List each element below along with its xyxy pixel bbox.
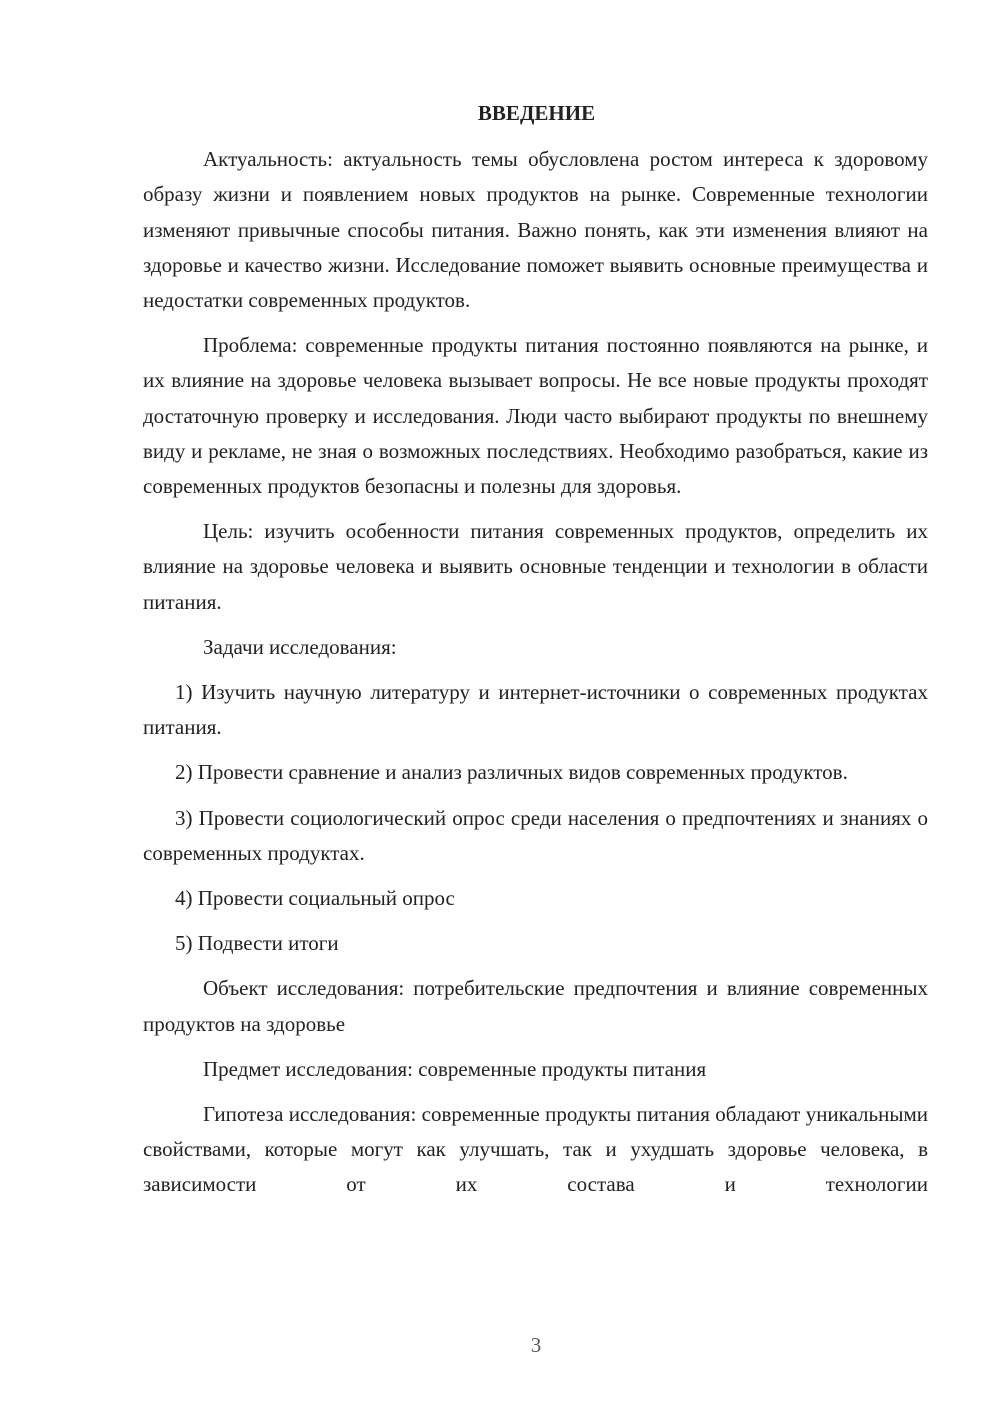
paragraph-relevance: Актуальность: актуальность темы обусловлена ростом интереса к здоровому образу жизни и появлением новых продуктов на рынке. Современные технологии изменяют привычные способы питания. Важно понять, как эти изменения влияют на здоровье и качество жизни. Исследование поможет выявить основные преимущества и недостатки современных продуктов. (143, 147, 928, 313)
document-title: ВВЕДЕНИЕ (477, 101, 596, 125)
task-item-1: 1) Изучить научную литературу и интернет-источники о современных продуктах питания. (143, 680, 928, 740)
task-item-5: 5) Подвести итоги (175, 931, 339, 956)
task-item-4: 4) Провести социальный опрос (175, 886, 455, 911)
paragraph-hypothesis: Гипотеза исследования: современные продукты питания обладают уникальными свойствами, которые могут как улучшать, так и ухудшать здоровье человека, в зависимости от их состава и технологии (143, 1102, 928, 1197)
paragraph-object: Объект исследования: потребительские предпочтения и влияние современных продуктов на здоровье (143, 976, 928, 1036)
paragraph-goal: Цель: изучить особенности питания современных продуктов, определить их влияние на здоровье человека и выявить основные тенденции и технологии в области питания. (143, 519, 928, 614)
page-number: 3 (530, 1333, 542, 1357)
paragraph-tasks-heading: Задачи исследования: (203, 634, 397, 659)
paragraph-subject: Предмет исследования: современные продукты питания (203, 1056, 707, 1081)
document-page (143, 96, 928, 1213)
task-item-3: 3) Провести социологический опрос среди населения о предпочтениях и знаниях о современных продуктах. (143, 805, 928, 865)
paragraph-problem: Проблема: современные продукты питания постоянно появляются на рынке, и их влияние на здоровье человека вызывает вопросы. Не все новые продукты проходят достаточную проверку и исследования. Люди часто выбирают продукты по внешнему виду и рекламе, не зная о возможных последствиях. Необходимо разобраться, какие из современных продуктов безопасны и полезны для здоровья. (143, 333, 928, 499)
task-item-2: 2) Провести сравнение и анализ различных видов современных продуктов. (175, 760, 848, 785)
